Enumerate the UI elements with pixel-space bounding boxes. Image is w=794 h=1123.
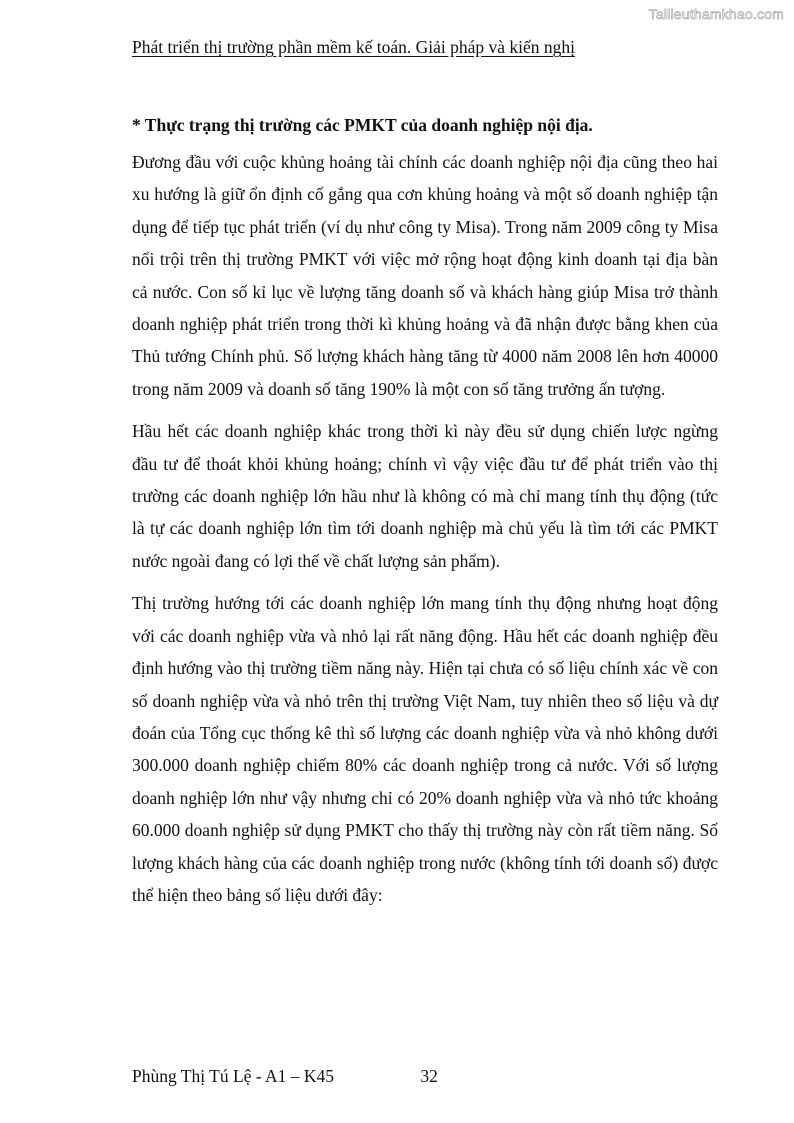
running-header: Phát triển thị trường phần mềm kế toán. Giải pháp và kiến nghị xyxy=(132,37,576,57)
section-heading: * Thực trạng thị trường các PMKT của doanh nghiệp nội địa. xyxy=(132,115,593,135)
paragraph-3: Thị trường hướng tới các doanh nghiệp lớn mang tính thụ động nhưng hoạt động với các doanh nghiệp vừa và nhỏ lại rất năng động. Hầu hết các doanh nghiệp đều định hướng vào thị trường tiềm năng này. Hiện tại chưa có số liệu chính xác về con số doanh nghiệp vừa và nhỏ trên thị trường Việt Nam, tuy nhiên theo số liệu và dự đoán của Tổng cục thống kê thì số lượng các doanh nghiệp vừa và nhỏ không dưới 300.000 doanh nghiệp chiếm 80% các doanh nghiệp trong cả nước. Với số lượng doanh nghiệp lớn như vậy nhưng chỉ có 20% doanh nghiệp vừa và nhỏ tức khoảng 60.000 doanh nghiệp sử dụng PMKT cho thấy thị trường này còn rất tiềm năng. Số lượng khách hàng của các doanh nghiệp trong nước (không tính tới doanh số) được thể hiện theo bảng số liệu dưới đây: xyxy=(132,593,718,905)
document-body xyxy=(132,112,718,921)
watermark: Tailieuthamkhao.com xyxy=(648,6,784,22)
paragraph-2: Hầu hết các doanh nghiệp khác trong thời kì này đều sử dụng chiến lược ngừng đầu tư để thoát khỏi khủng hoảng; chính vì vậy việc đầu tư để phát triển vào thị trường các doanh nghiệp lớn hầu như là không có mà chỉ mang tính thụ động (tức là tự các doanh nghiệp lớn tìm tới doanh nghiệp mà chủ yếu là tìm tới các PMKT nước ngoài đang có lợi thế về chất lượng sản phẩm). xyxy=(132,421,718,571)
page-footer xyxy=(132,1066,438,1087)
footer-author: Phùng Thị Tú Lệ - A1 – K45 xyxy=(132,1066,335,1086)
page-number: 32 xyxy=(420,1066,438,1086)
paragraph-1: Đương đầu với cuộc khủng hoảng tài chính các doanh nghiệp nội địa cũng theo hai xu hướng là giữ ổn định cố gắng qua cơn khủng hoảng và một số doanh nghiệp tận dụng để tiếp tục phát triển (ví dụ như công ty Misa). Trong năm 2009 công ty Misa nổi trội trên thị trường PMKT với việc mở rộng hoạt động kinh doanh tại địa bàn cả nước. Con số kỉ lục về lượng tăng doanh số và khách hàng giúp Misa trở thành doanh nghiệp phát triển trong thời kì khủng hoảng và đã nhận được bằng khen của Thủ tướng Chính phủ. Số lượng khách hàng tăng từ 4000 năm 2008 lên hơn 40000 trong năm 2009 và doanh số tăng 190% là một con số tăng trưởng ấn tượng. xyxy=(132,152,718,399)
